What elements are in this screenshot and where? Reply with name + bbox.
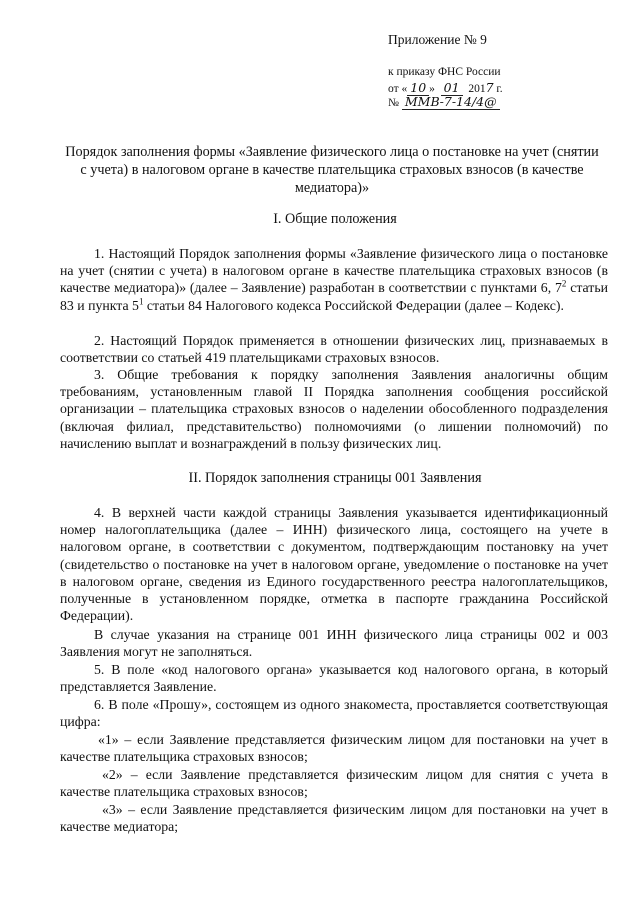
order-day: 10 [407, 80, 429, 96]
paragraph-2: 2. Настоящий Порядок применяется в отношении физических лиц, признаваемых в соответствии со статьей 419 плательщиками страховых взносов. [60, 333, 608, 366]
paragraph-6: 6. В поле «Прошу», состоящем из одного знакоместа, проставляется соответствующая цифра: [60, 697, 608, 730]
section-heading-general: I. Общие положения [273, 211, 397, 227]
section-heading-page-001: II. Порядок заполнения страницы 001 Заявления [188, 470, 482, 486]
appendix-number: Приложение № 9 [388, 32, 487, 47]
order-date: от « 10 » 01 2017 г. [388, 80, 503, 95]
paragraph-4: 4. В верхней части каждой страницы Заявления указывается идентификационный номер налогоплательщика (далее – ИНН) физического лица, состоящего на учете в налоговом органе, в соответствии с документом, подтверждающим постановку на учет (свидетельство о постановке на учет в налоговом органе, уведомление о постановке на учет в налоговом органе, сведения из Единого государственного реестра налогоплательщиков, полученные в установленном порядке, отметка в паспорте гражданина Российской Федерации). [60, 505, 608, 624]
paragraph-3: 3. Общие требования к порядку заполнения Заявления аналогичны общим требованиям, установленным главой II Порядка заполнения сообщения российской организации – плательщика страховых взносов о наделении обособленного подразделения (включая филиал, представительство) полномочиями (о лишении полномочий) по начислению выплат и вознаграждений в пользу физических лиц. [60, 367, 608, 451]
order-year-digit: 7 [485, 80, 494, 95]
paragraph-1: 1. Настоящий Порядок заполнения формы «Заявление физического лица о постановке на учет (снятии с учета) в налоговом органе в качестве плательщика страховых взносов (в качестве медиатора)» (далее – Заявление) разработан в соответствии с пунктами 6, $7^2$ статьи 83 и пункта $5^1$ статьи 84 Налогового кодекса Российской Федерации (далее – Кодекс). [60, 246, 608, 313]
order-reference: к приказу ФНС России [388, 66, 501, 78]
order-month: 01 [441, 80, 463, 96]
paragraph-6-option-2: «2» – если Заявление представляется физическим лицом для снятия с учета в качестве плательщика страховых взносов; [60, 767, 608, 800]
paragraph-5: 5. В поле «код налогового органа» указывается код налогового органа, в который представляется Заявление. [60, 662, 608, 695]
paragraph-4-note: В случае указания на странице 001 ИНН физического лица страницы 002 и 003 Заявления могут не заполняться. [60, 627, 608, 660]
order-number: № ММВ-7-14/4@ [388, 94, 500, 109]
order-number-handwritten: ММВ-7-14/4@ [402, 94, 500, 110]
document-title: Порядок заполнения формы «Заявление физического лица о постановке на учет (снятии с учета) в налоговом органе в качестве плательщика страховых взносов (в качестве медиатора)» [65, 144, 599, 196]
paragraph-6-option-3: «3» – если Заявление представляется физическим лицом для постановки на учет в качестве медиатора; [60, 802, 608, 835]
paragraph-6-option-1: «1» – если Заявление представляется физическим лицом для постановки на учет в качестве плательщика страховых взносов; [60, 732, 608, 765]
